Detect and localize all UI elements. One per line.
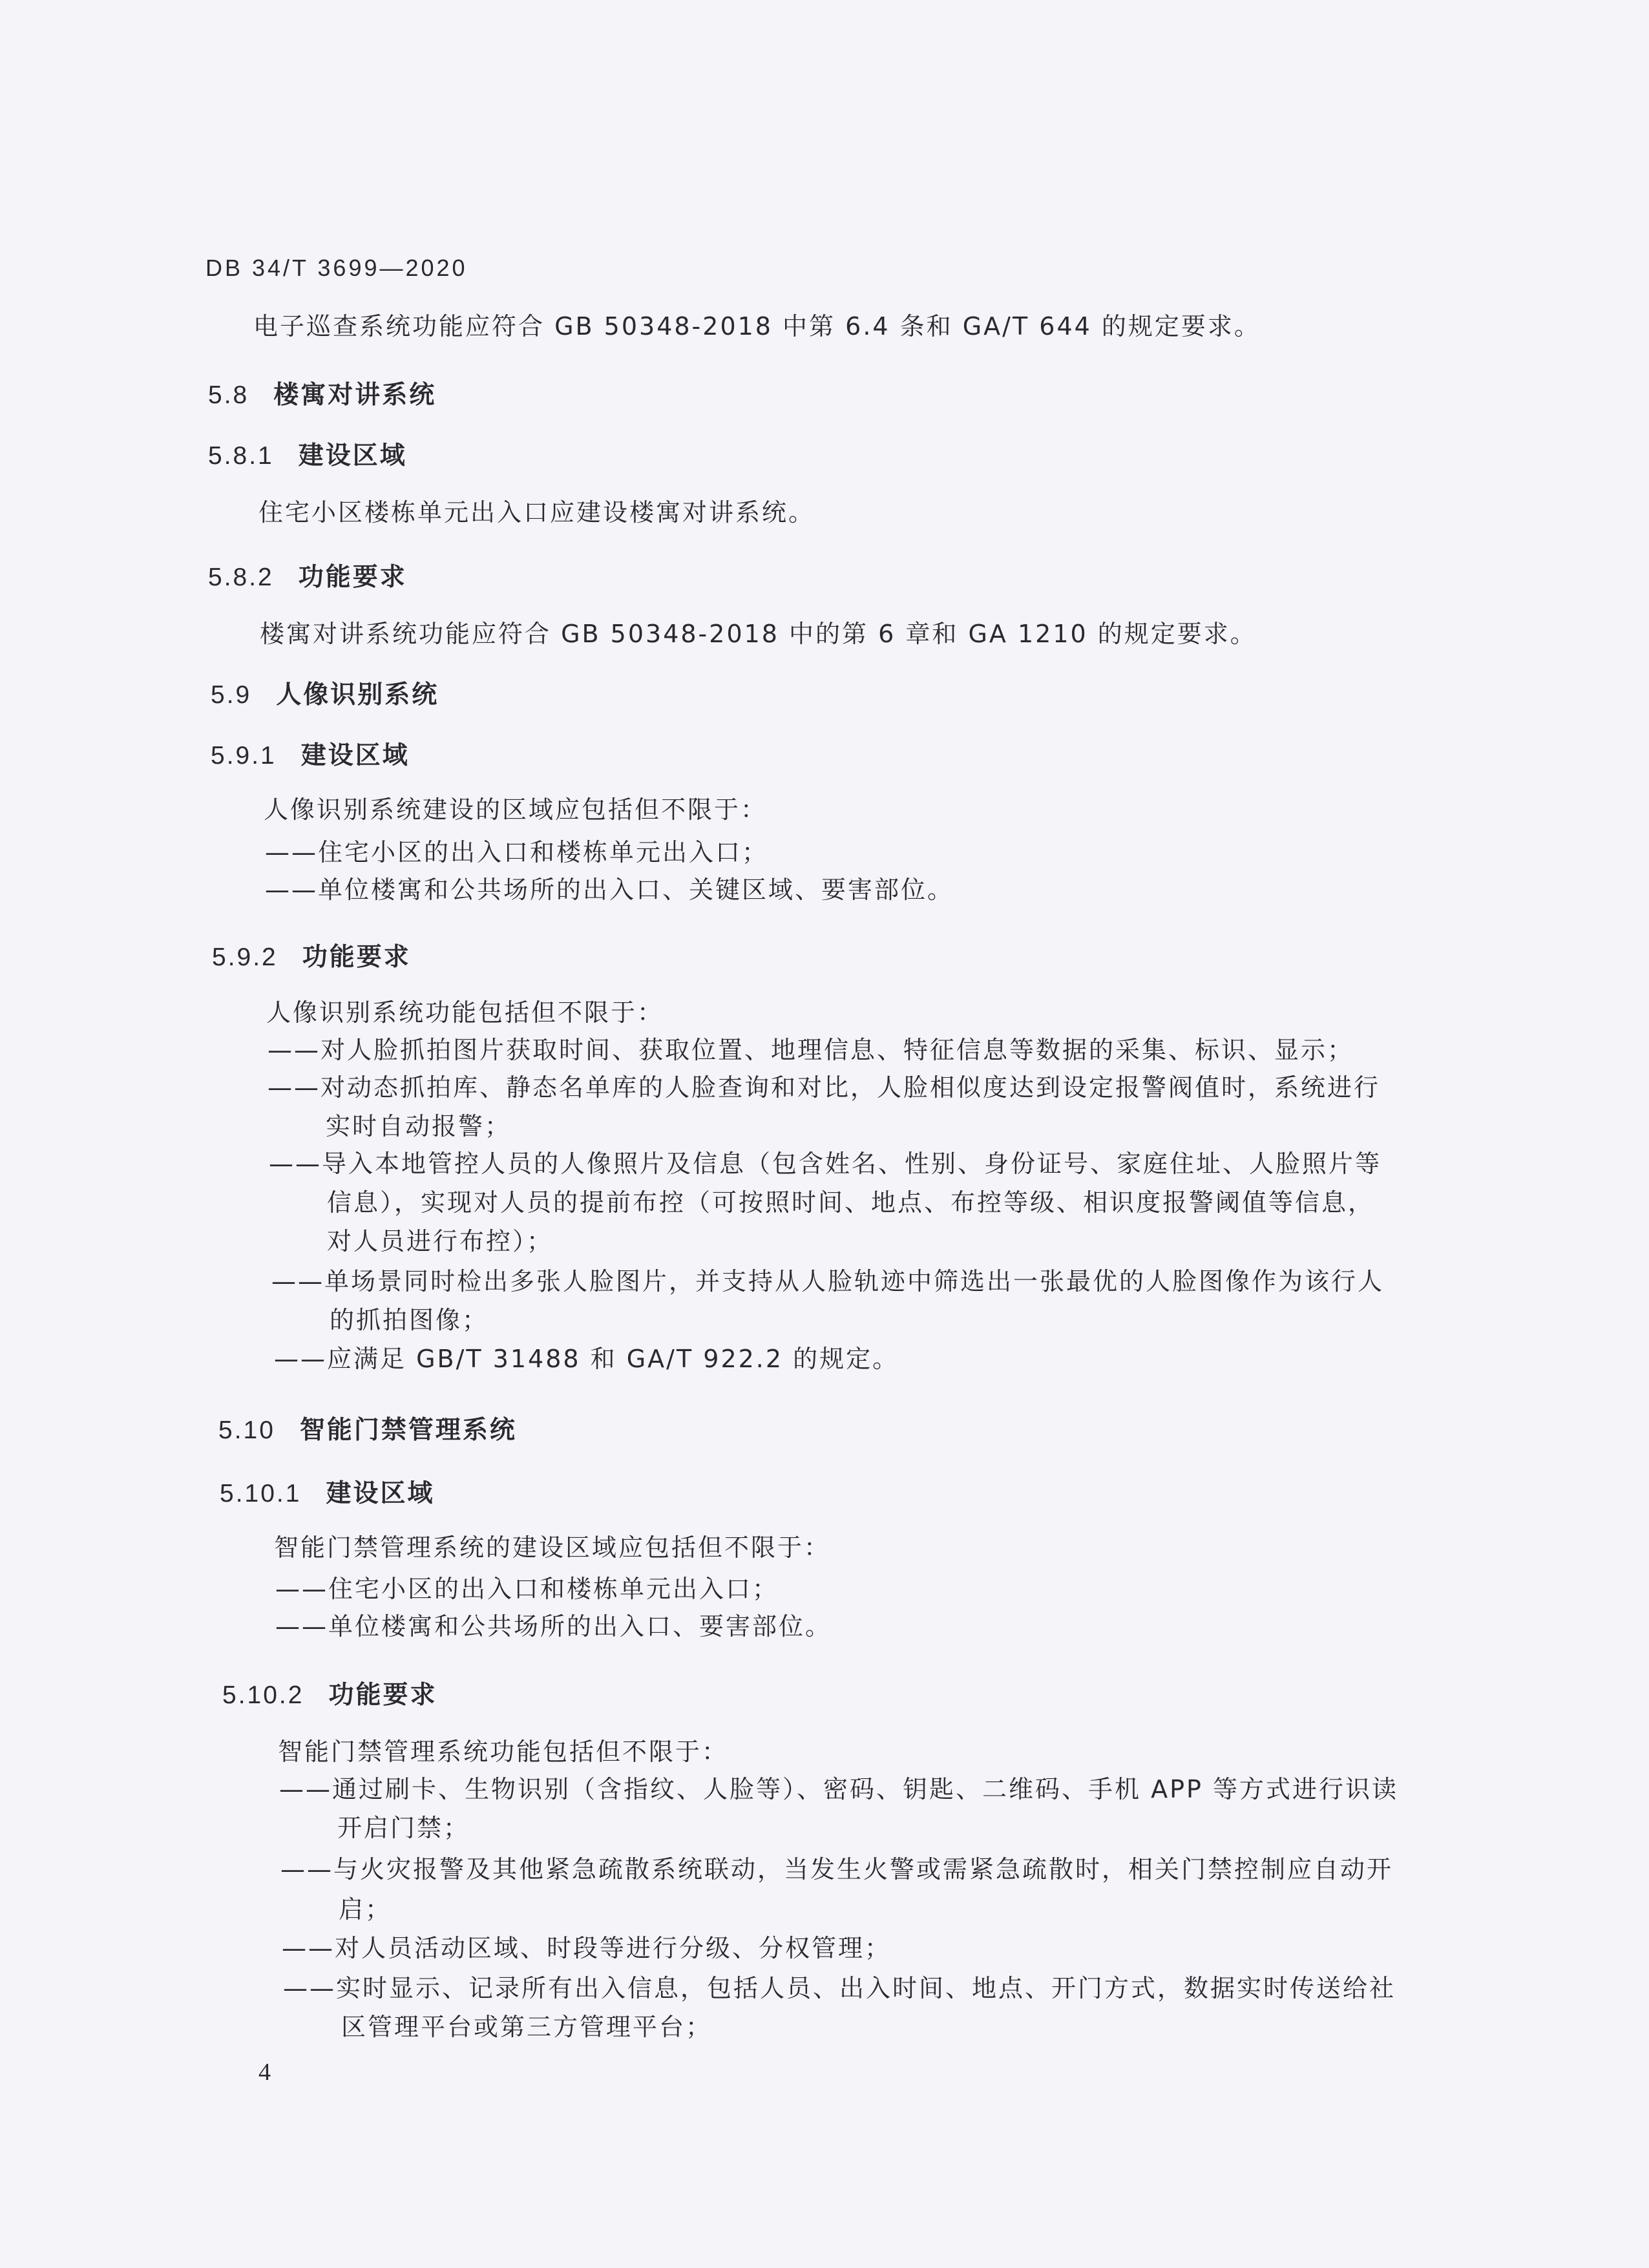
section-5-9-1-heading [211,735,410,772]
section-number: 5.10.1 [220,1480,302,1507]
section-5-10-heading [218,1410,517,1446]
list-item: ——实时显示、记录所有出入信息，包括人员、出入时间、地点、开门方式，数据实时传送给社 [283,1974,1396,2002]
section-5-8-2-heading [208,557,407,593]
list-item: ——对人员活动区域、时段等进行分级、分权管理； [282,1934,892,1962]
section-5-10-1-heading [220,1473,434,1509]
list-item: ——单位楼寓和公共场所的出入口、关键区域、要害部位。 [265,876,954,904]
section-5-10-2-intro: 智能门禁管理系统功能包括但不限于： [278,1738,729,1766]
section-number: 5.8 [208,381,249,409]
section-5-9-2-heading [212,937,411,973]
list-item-continuation: 信息），实现对人员的提前布控（可按照时间、地点、布控等级、相识度报警阈值等信息， [327,1188,1375,1217]
section-5-10-2-heading [222,1675,437,1711]
section-5-10-1-intro: 智能门禁管理系统的建设区域应包括但不限于： [274,1533,831,1562]
list-item: ——单位楼寓和公共场所的出入口、要害部位。 [275,1612,832,1641]
section-title: 功能要求 [298,563,407,592]
list-item-continuation: 对人员进行布控）； [327,1227,554,1255]
list-item: ——住宅小区的出入口和楼栋单元出入口； [275,1575,779,1603]
list-item-continuation: 的抓拍图像； [330,1306,489,1334]
section-title: 建设区域 [298,441,407,470]
list-item-continuation: 区管理平台或第三方管理平台； [341,2013,713,2041]
section-5-8-1-heading [208,436,407,472]
section-number: 5.10.2 [222,1681,304,1709]
list-item: ——对人脸抓拍图片获取时间、获取位置、地理信息、特征信息等数据的采集、标识、显示； [268,1036,1354,1064]
section-5-9-2-intro: 人像识别系统功能包括但不限于： [266,998,664,1027]
list-item-continuation: 启； [339,1895,392,1924]
list-item: ——导入本地管控人员的人像照片及信息（包含姓名、性别、身份证号、家庭住址、人脸照片等 [269,1150,1382,1178]
section-number: 5.8.1 [208,442,274,470]
section-number: 5.8.2 [208,563,274,591]
list-item: ——通过刷卡、生物识别（含指纹、人脸等）、密码、钥匙、二维码、手机 APP 等方式进行识读 [279,1775,1398,1803]
section-title: 建设区域 [300,741,410,770]
section-5-8-1-text: 住宅小区楼栋单元出入口应建设楼寓对讲系统。 [258,498,815,527]
list-item: ——与火灾报警及其他紧急疏散系统联动，当发生火警或需紧急疏散时，相关门禁控制应自动开 [280,1855,1394,1884]
section-number: 5.10 [218,1416,275,1444]
section-number: 5.9.1 [211,742,277,770]
list-item: ——应满足 GB/T 31488 和 GA/T 922.2 的规定。 [274,1345,899,1373]
section-5-9-heading [211,675,439,711]
document-number: DB 34/T 3699—2020 [205,255,468,281]
intro-paragraph: 电子巡查系统功能应符合 GB 50348-2018 中第 6.4 条和 GA/T 644 的规定要求。 [253,312,1261,341]
section-number: 5.9 [211,681,252,709]
section-title: 功能要求 [328,1681,437,1710]
section-5-8-2-text: 楼寓对讲系统功能应符合 GB 50348-2018 中的第 6 章和 GA 1210 的规定要求。 [260,620,1257,648]
section-5-8-heading [208,375,436,411]
list-item: ——对动态抓拍库、静态名单库的人脸查询和对比，人脸相似度达到设定报警阀值时，系统进行 [268,1073,1381,1102]
list-item-continuation: 开启门禁； [337,1814,470,1842]
section-title: 楼寓对讲系统 [273,381,437,410]
section-title: 建设区域 [326,1479,435,1508]
section-number: 5.9.2 [212,943,278,971]
section-title: 功能要求 [302,943,411,972]
page-number: 4 [258,2059,271,2086]
list-item: ——单场景同时检出多张人脸图片，并支持从人脸轨迹中筛选出一张最优的人脸图像作为该行人 [271,1267,1385,1296]
list-item-continuation: 实时自动报警； [326,1112,512,1140]
section-title: 智能门禁管理系统 [299,1416,517,1445]
section-5-9-1-intro: 人像识别系统建设的区域应包括但不限于： [264,795,768,824]
list-item: ——住宅小区的出入口和楼栋单元出入口； [265,838,769,866]
section-title: 人像识别系统 [276,680,439,709]
